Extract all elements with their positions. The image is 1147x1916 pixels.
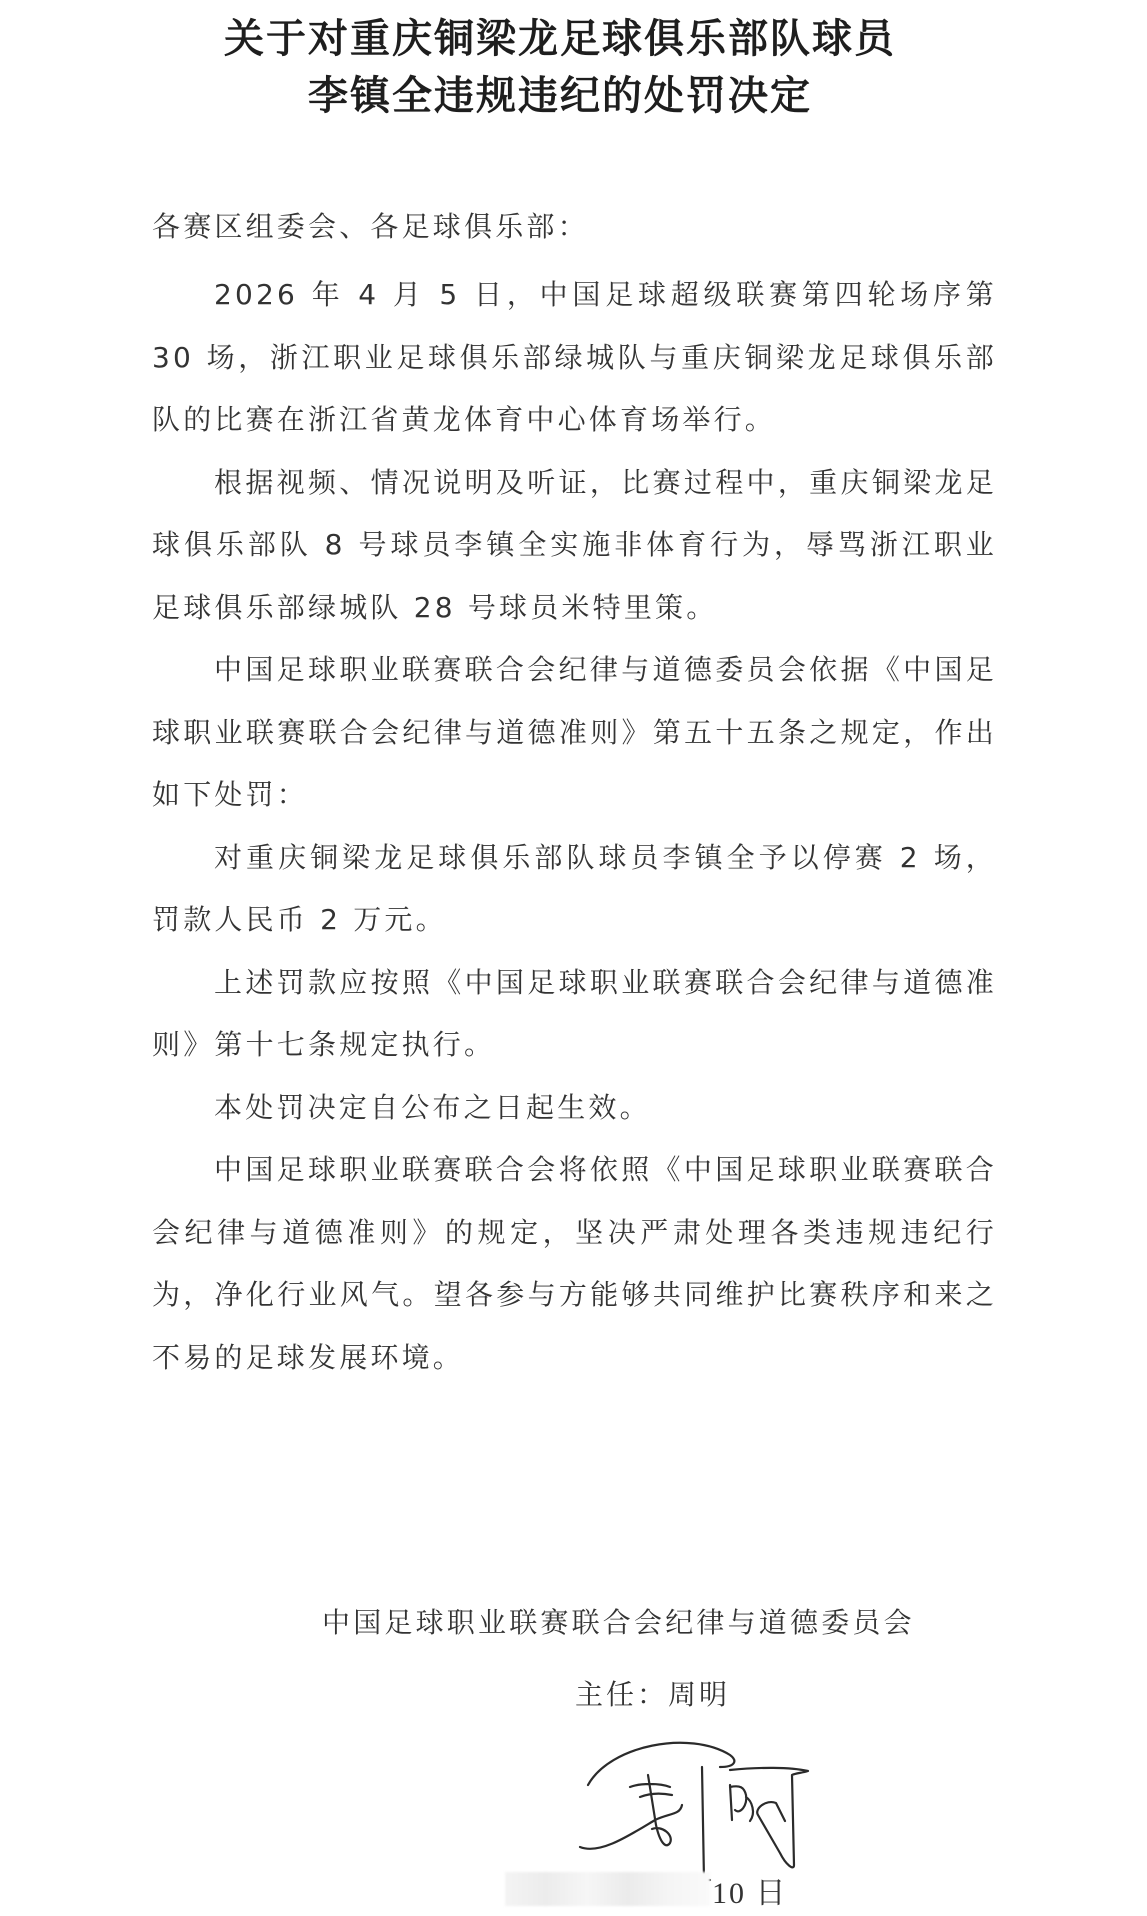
signature-icon	[570, 1725, 830, 1885]
director-name: 主任：周明	[575, 1678, 731, 1711]
date-day: 10 日	[712, 1877, 788, 1910]
document-body	[152, 264, 997, 1389]
paragraph-violation: 根据视频、情况说明及听证，比赛过程中，重庆铜梁龙足球俱乐部队 8 号球员李镇全实施非体育行为，辱骂浙江职业足球俱乐部绿城队 28 号球员米特里策。	[152, 465, 997, 624]
paragraph-fine-execution: 上述罚款应按照《中国足球职业联赛联合会纪律与道德准则》第十七条规定执行。	[152, 965, 997, 1061]
redacted-date-region	[505, 1872, 710, 1906]
paragraph-effective: 本处罚决定自公布之日起生效。	[214, 1090, 651, 1124]
issuing-committee: 中国足球职业联赛联合会纪律与道德委员会	[322, 1606, 915, 1639]
salutation: 各赛区组委会、各足球俱乐部：	[152, 210, 589, 243]
document-title-line-2: 李镇全违规违纪的处罚决定	[308, 72, 812, 119]
paragraph-closing: 中国足球职业联赛联合会将依照《中国足球职业联赛联合会纪律与道德准则》的规定，坚决严肃处理各类违规违纪行为，净化行业风气。望各参与方能够共同维护比赛秩序和来之不易的足球发展环境。	[152, 1153, 997, 1374]
document-title-line-1: 关于对重庆铜梁龙足球俱乐部队球员	[224, 15, 896, 62]
paragraph-match-info: 2026 年 4 月 5 日，中国足球超级联赛第四轮场序第 30 场，浙江职业足球俱乐部绿城队与重庆铜梁龙足球俱乐部队的比赛在浙江省黄龙体育中心体育场举行。	[152, 278, 997, 436]
paragraph-basis: 中国足球职业联赛联合会纪律与道德委员会依据《中国足球职业联赛联合会纪律与道德准则》第五十五条之规定，作出如下处罚：	[152, 653, 997, 811]
paragraph-penalty: 对重庆铜梁龙足球俱乐部队球员李镇全予以停赛 2 场，罚款人民币 2 万元。	[152, 840, 997, 936]
